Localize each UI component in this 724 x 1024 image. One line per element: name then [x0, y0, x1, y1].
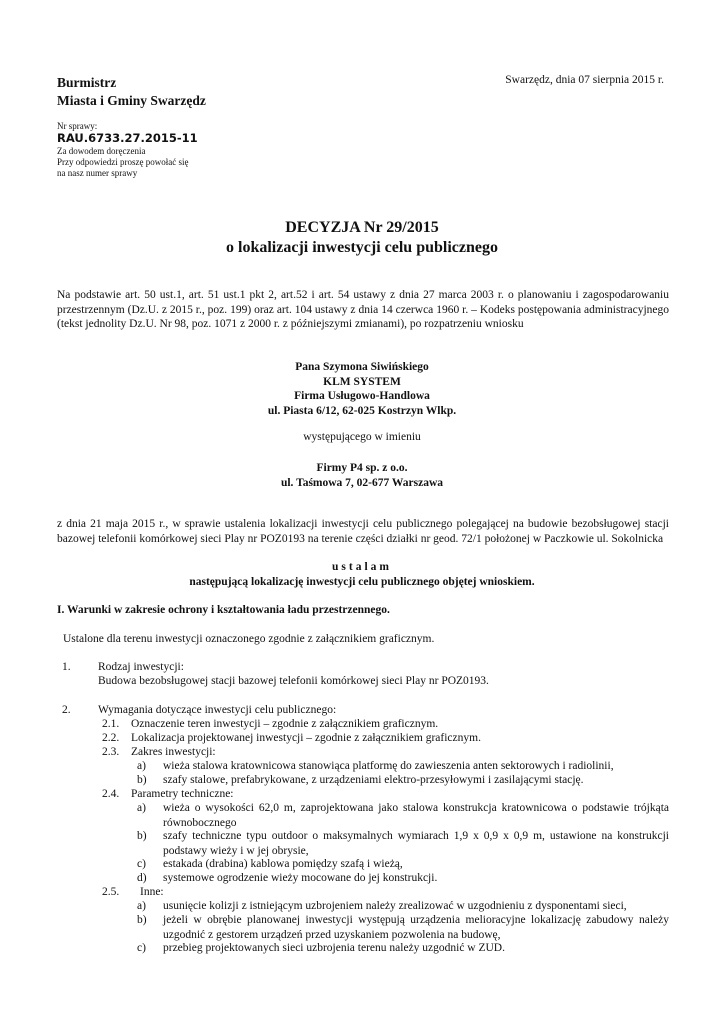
- applicant-firm-type: Firma Usługowo-Handlowa: [294, 390, 430, 402]
- list-letter: d): [137, 872, 147, 884]
- decision-title: [0, 218, 724, 258]
- list-text: jeżeli w obrębie planowanej inwestycji występują urządzenia melioracyjne lokalizację zabudowy należy uzgodnić z gestorem urządzeń przed uzyskaniem pozwolenia na budowę,: [163, 914, 669, 941]
- decision-number: DECYZJA Nr 29/2015: [285, 219, 439, 236]
- sender-office: Miasta i Gminy Swarzędz: [57, 93, 206, 108]
- subitem-number: 2.1.: [102, 718, 120, 730]
- list-letter: c): [137, 942, 146, 954]
- subitem-number: 2.4.: [102, 788, 120, 800]
- subitem-text: Lokalizacja projektowanej inwestycji – zgodnie z załącznikiem graficznym.: [131, 732, 481, 744]
- decision-line: następującą lokalizację inwestycji celu publicznego objętej wnioskiem.: [189, 575, 535, 588]
- list-letter: b): [137, 830, 147, 842]
- applicant-block: [0, 360, 724, 418]
- subitem-number: 2.3.: [102, 746, 120, 758]
- note-line: na nasz numer sprawy: [57, 168, 138, 178]
- list-text: wieża stalowa kratownicowa stanowiąca platformę do zawieszenia anten sektorowych i radiolinii,: [163, 760, 614, 772]
- case-number-label: Nr sprawy:: [57, 121, 98, 131]
- section-intro: Ustalone dla terenu inwestycji oznaczonego zgodnie z załącznikiem graficznym.: [63, 633, 435, 645]
- company-name: Firmy P4 sp. z o.o.: [316, 462, 408, 474]
- section-heading: I. Warunki w zakresie ochrony i kształtowania ładu przestrzennego.: [57, 604, 390, 616]
- list-text: przebieg projektowanych sieci uzbrojenia terenu należy uzgodnić w ZUD.: [163, 942, 505, 954]
- company-address: ul. Taśmowa 7, 02-677 Warszawa: [280, 476, 444, 489]
- legal-basis-paragraph: Na podstawie art. 50 ust.1, art. 51 ust.1 pkt 2, art.52 i art. 54 ustawy z dnia 27 marca 2003 r. o planowaniu i zagospodarowaniu przestrzennym (Dz.U. z 2015 r., poz. 199) oraz art. 104 ustawy z dnia 14 czerwca 1960 r. – Kodeks postępowania administracyjnego (tekst jednolity Dz.U. Nr 98, poz. 1071 z 2000 r. z późniejszymi zmianami), po rozpatrzeniu wniosku: [57, 289, 669, 330]
- item-label: Wymagania dotyczące inwestycji celu publicznego:: [98, 704, 337, 716]
- applicant-name: Pana Szymona Siwińskiego: [295, 361, 429, 373]
- list-text: wieża o wysokości 62,0 m, zaprojektowana jako stalowa konstrukcja kratownicowa o podstawie trójkąta równobocznego: [163, 802, 669, 829]
- subitem-text: Inne:: [140, 886, 164, 898]
- applicant-firm: KLM SYSTEM: [323, 375, 401, 388]
- case-number: RAU.6733.27.2015-11: [57, 131, 198, 145]
- decision-block: [0, 560, 724, 589]
- subitem-number: 2.2.: [102, 732, 120, 744]
- list-text: estakada (drabina) kablowa pomiędzy szafą i wieżą,: [163, 858, 403, 870]
- subitem-text: Oznaczenie teren inwestycji – zgodnie z załącznikiem graficznym.: [131, 718, 439, 730]
- subitem-text: Zakres inwestycji:: [131, 746, 216, 758]
- note-line: Przy odpowiedzi proszę powołać się: [57, 157, 189, 167]
- note-line: Za dowodem doręczenia: [57, 146, 146, 156]
- list-letter: c): [137, 858, 146, 870]
- item-label: Rodzaj inwestycji:: [98, 661, 184, 673]
- document-date: Swarzędz, dnia 07 sierpnia 2015 r.: [505, 74, 664, 86]
- item-number: 2.: [62, 704, 71, 716]
- subitem-number: 2.5.: [102, 886, 120, 898]
- sender-title: Burmistrz: [57, 75, 117, 90]
- subitem-text: Parametry techniczne:: [131, 788, 234, 800]
- list-letter: a): [137, 802, 146, 814]
- list-letter: a): [137, 900, 146, 912]
- list-text: szafy stalowe, prefabrykowane, z urządzeniami elektro-przesyłowymi i zasilającymi stację.: [163, 774, 584, 786]
- list-letter: a): [137, 760, 146, 772]
- list-text: usunięcie kolizji z istniejącym uzbrojeniem należy zrealizować w uzgodnieniu z dysponentami sieci,: [163, 900, 627, 912]
- list-letter: b): [137, 774, 147, 786]
- company-block: [0, 461, 724, 490]
- decision-word: ustalam: [332, 561, 392, 573]
- item-number: 1.: [62, 661, 71, 673]
- acting-on-behalf: występującego w imieniu: [303, 431, 421, 443]
- list-text: szafy techniczne typu outdoor o maksymalnych wymiarach 1,9 x 0,9 x 0,9 m, ustawione na konstrukcji podstawy wieży i w jej obrysie,: [163, 830, 669, 857]
- list-letter: b): [137, 914, 147, 926]
- list-text: systemowe ogrodzenie wieży mocowane do jej konstrukcji.: [163, 872, 438, 884]
- decision-subject: o lokalizacji inwestycji celu publicznego: [226, 239, 498, 256]
- delivery-notes: [57, 146, 188, 179]
- applicant-address: ul. Piasta 6/12, 62-025 Kostrzyn Wlkp.: [267, 404, 457, 417]
- sender-block: [57, 74, 206, 110]
- item-text: Budowa bezobsługowej stacji bazowej telefonii komórkowej sieci Play nr POZ0193.: [98, 675, 489, 687]
- case-paragraph: z dnia 21 maja 2015 r., w sprawie ustalenia lokalizacji inwestycji celu publicznego polegającej na budowie bezobsługowej stacji bazowej telefonii komórkowej sieci Play nr POZ0193 na terenie części działki nr geod. 72/1 położonej w Paczkowie ul. Sokolnicka: [57, 518, 669, 545]
